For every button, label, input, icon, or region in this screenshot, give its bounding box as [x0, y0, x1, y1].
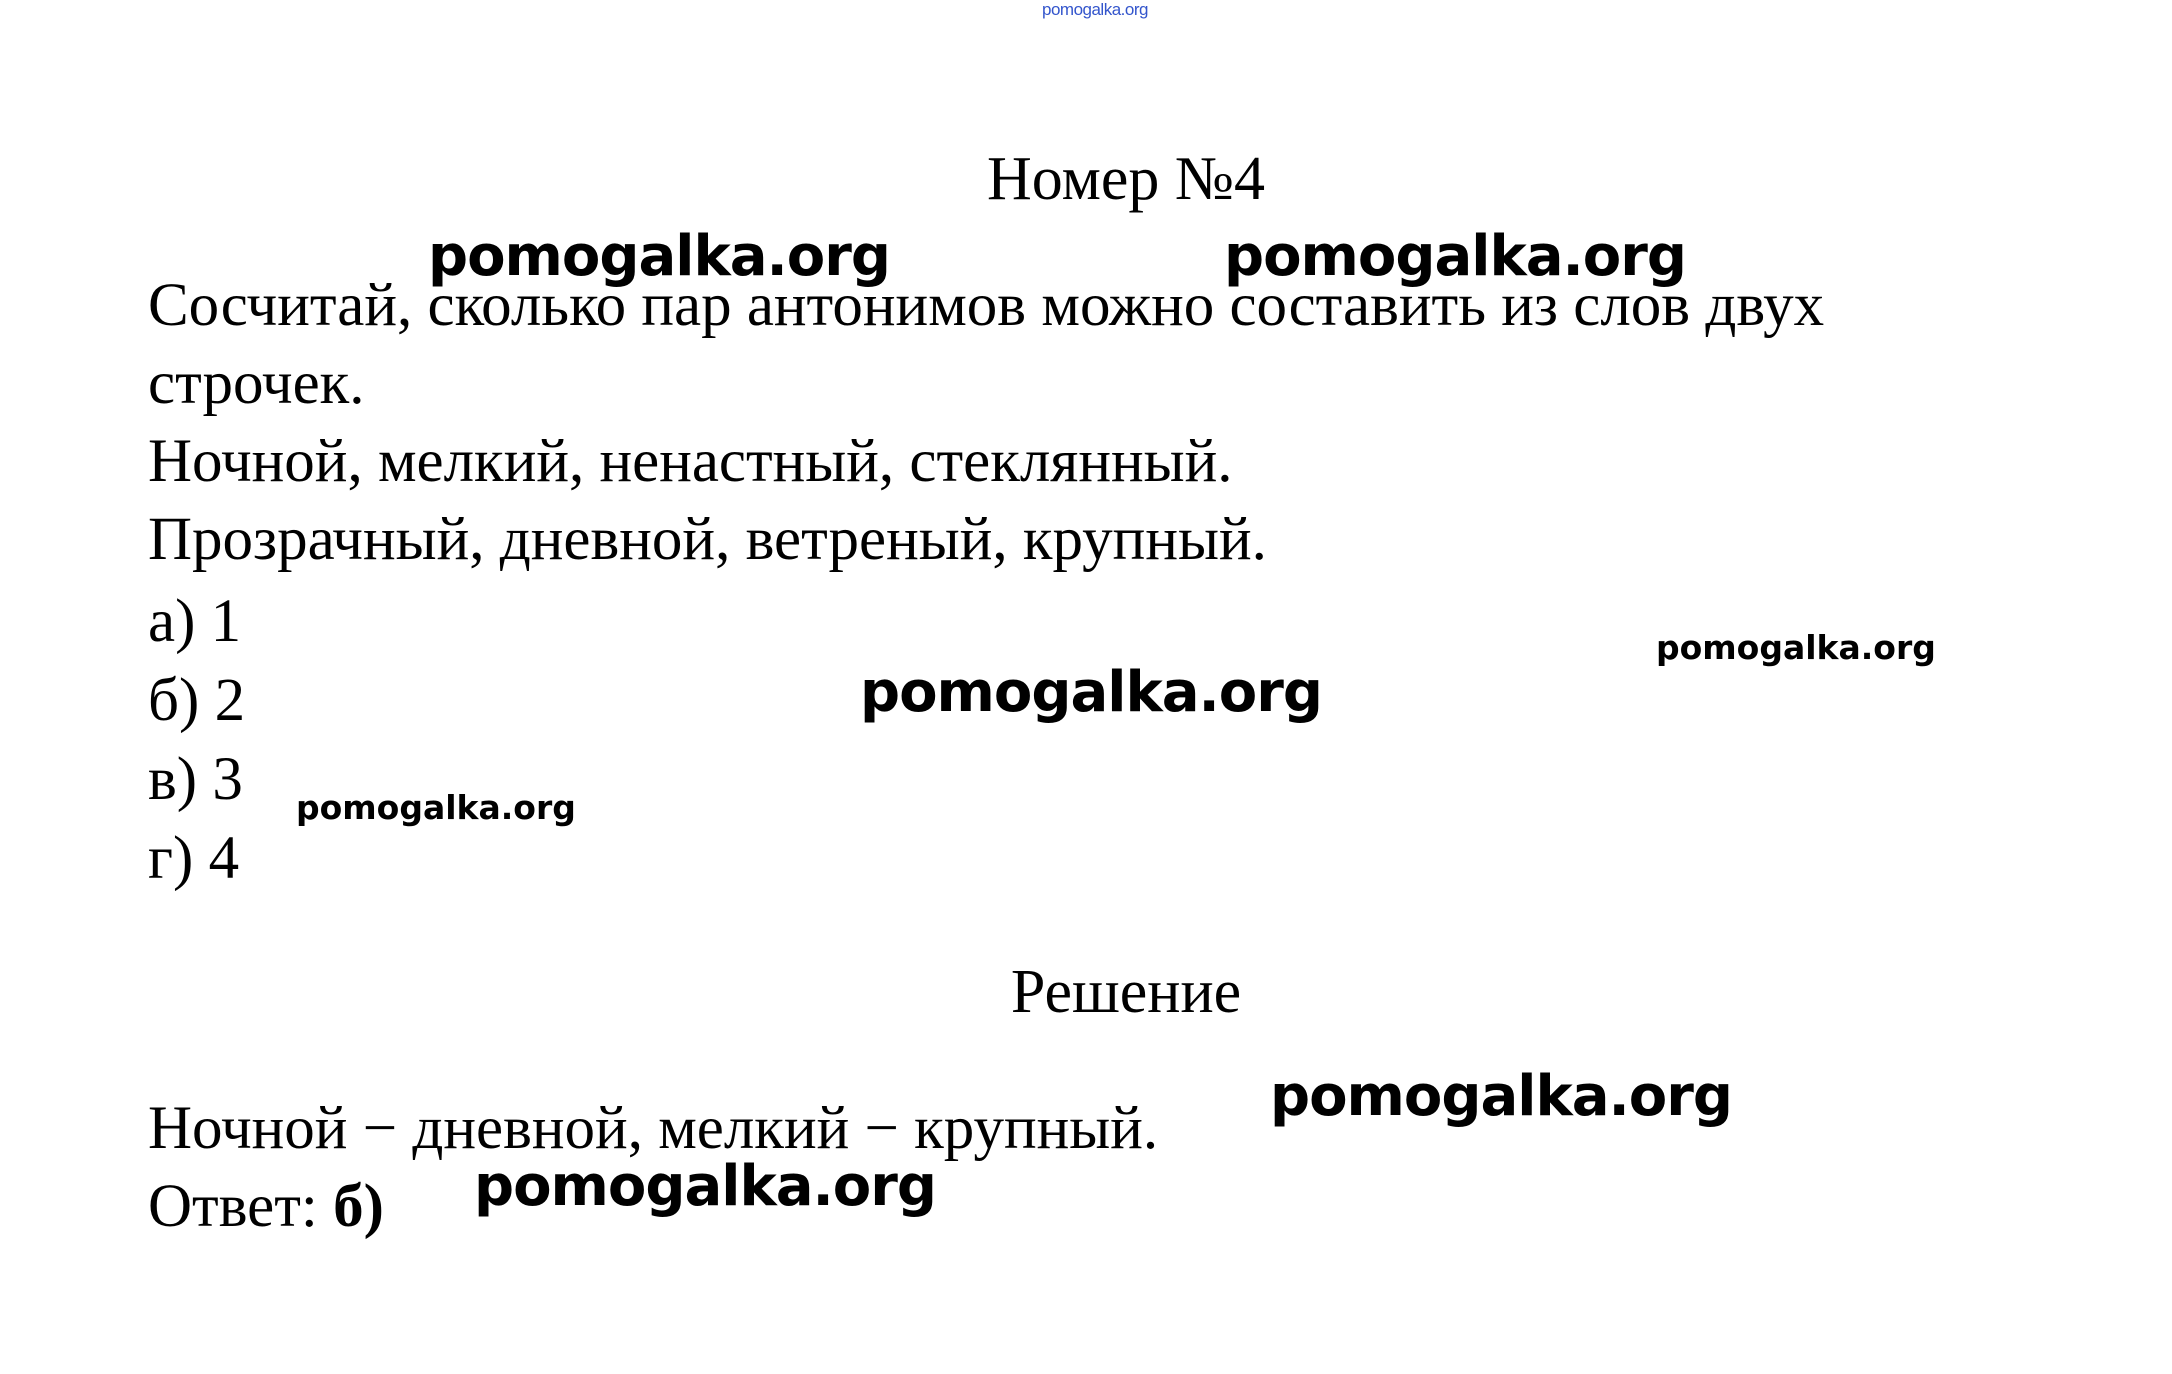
question-line: строчек.	[148, 350, 365, 417]
watermark: pomogalka.org	[1656, 628, 1936, 667]
answer-label: Ответ:	[148, 1173, 334, 1240]
task-question	[148, 267, 1824, 579]
option-c: в) 3	[148, 746, 243, 813]
answer-options	[148, 582, 245, 898]
watermark: pomogalka.org	[1224, 224, 1686, 289]
watermark: pomogalka.org	[296, 788, 576, 827]
question-line: Сосчитай, сколько пар антонимов можно составить из слов двух	[148, 272, 1825, 339]
solution-heading: Решение	[1010, 958, 1242, 1026]
word-row-1: Ночной, мелкий, ненастный, стеклянный.	[148, 428, 1233, 495]
word-row-2: Прозрачный, дневной, ветреный, крупный.	[148, 506, 1267, 573]
answer-value: б)	[333, 1173, 384, 1240]
option-d: г) 4	[148, 825, 240, 892]
solution-explanation: Ночной − дневной, мелкий − крупный.	[148, 1095, 1159, 1162]
watermark: pomogalka.org	[860, 660, 1322, 725]
task-title: Номер №4	[986, 145, 1265, 213]
option-b: б) 2	[148, 667, 246, 734]
site-link[interactable]: pomogalka.org	[1042, 0, 1148, 19]
option-a: а) 1	[148, 588, 242, 655]
watermark: pomogalka.org	[428, 224, 890, 289]
watermark: pomogalka.org	[1270, 1064, 1732, 1129]
watermark: pomogalka.org	[474, 1154, 936, 1219]
